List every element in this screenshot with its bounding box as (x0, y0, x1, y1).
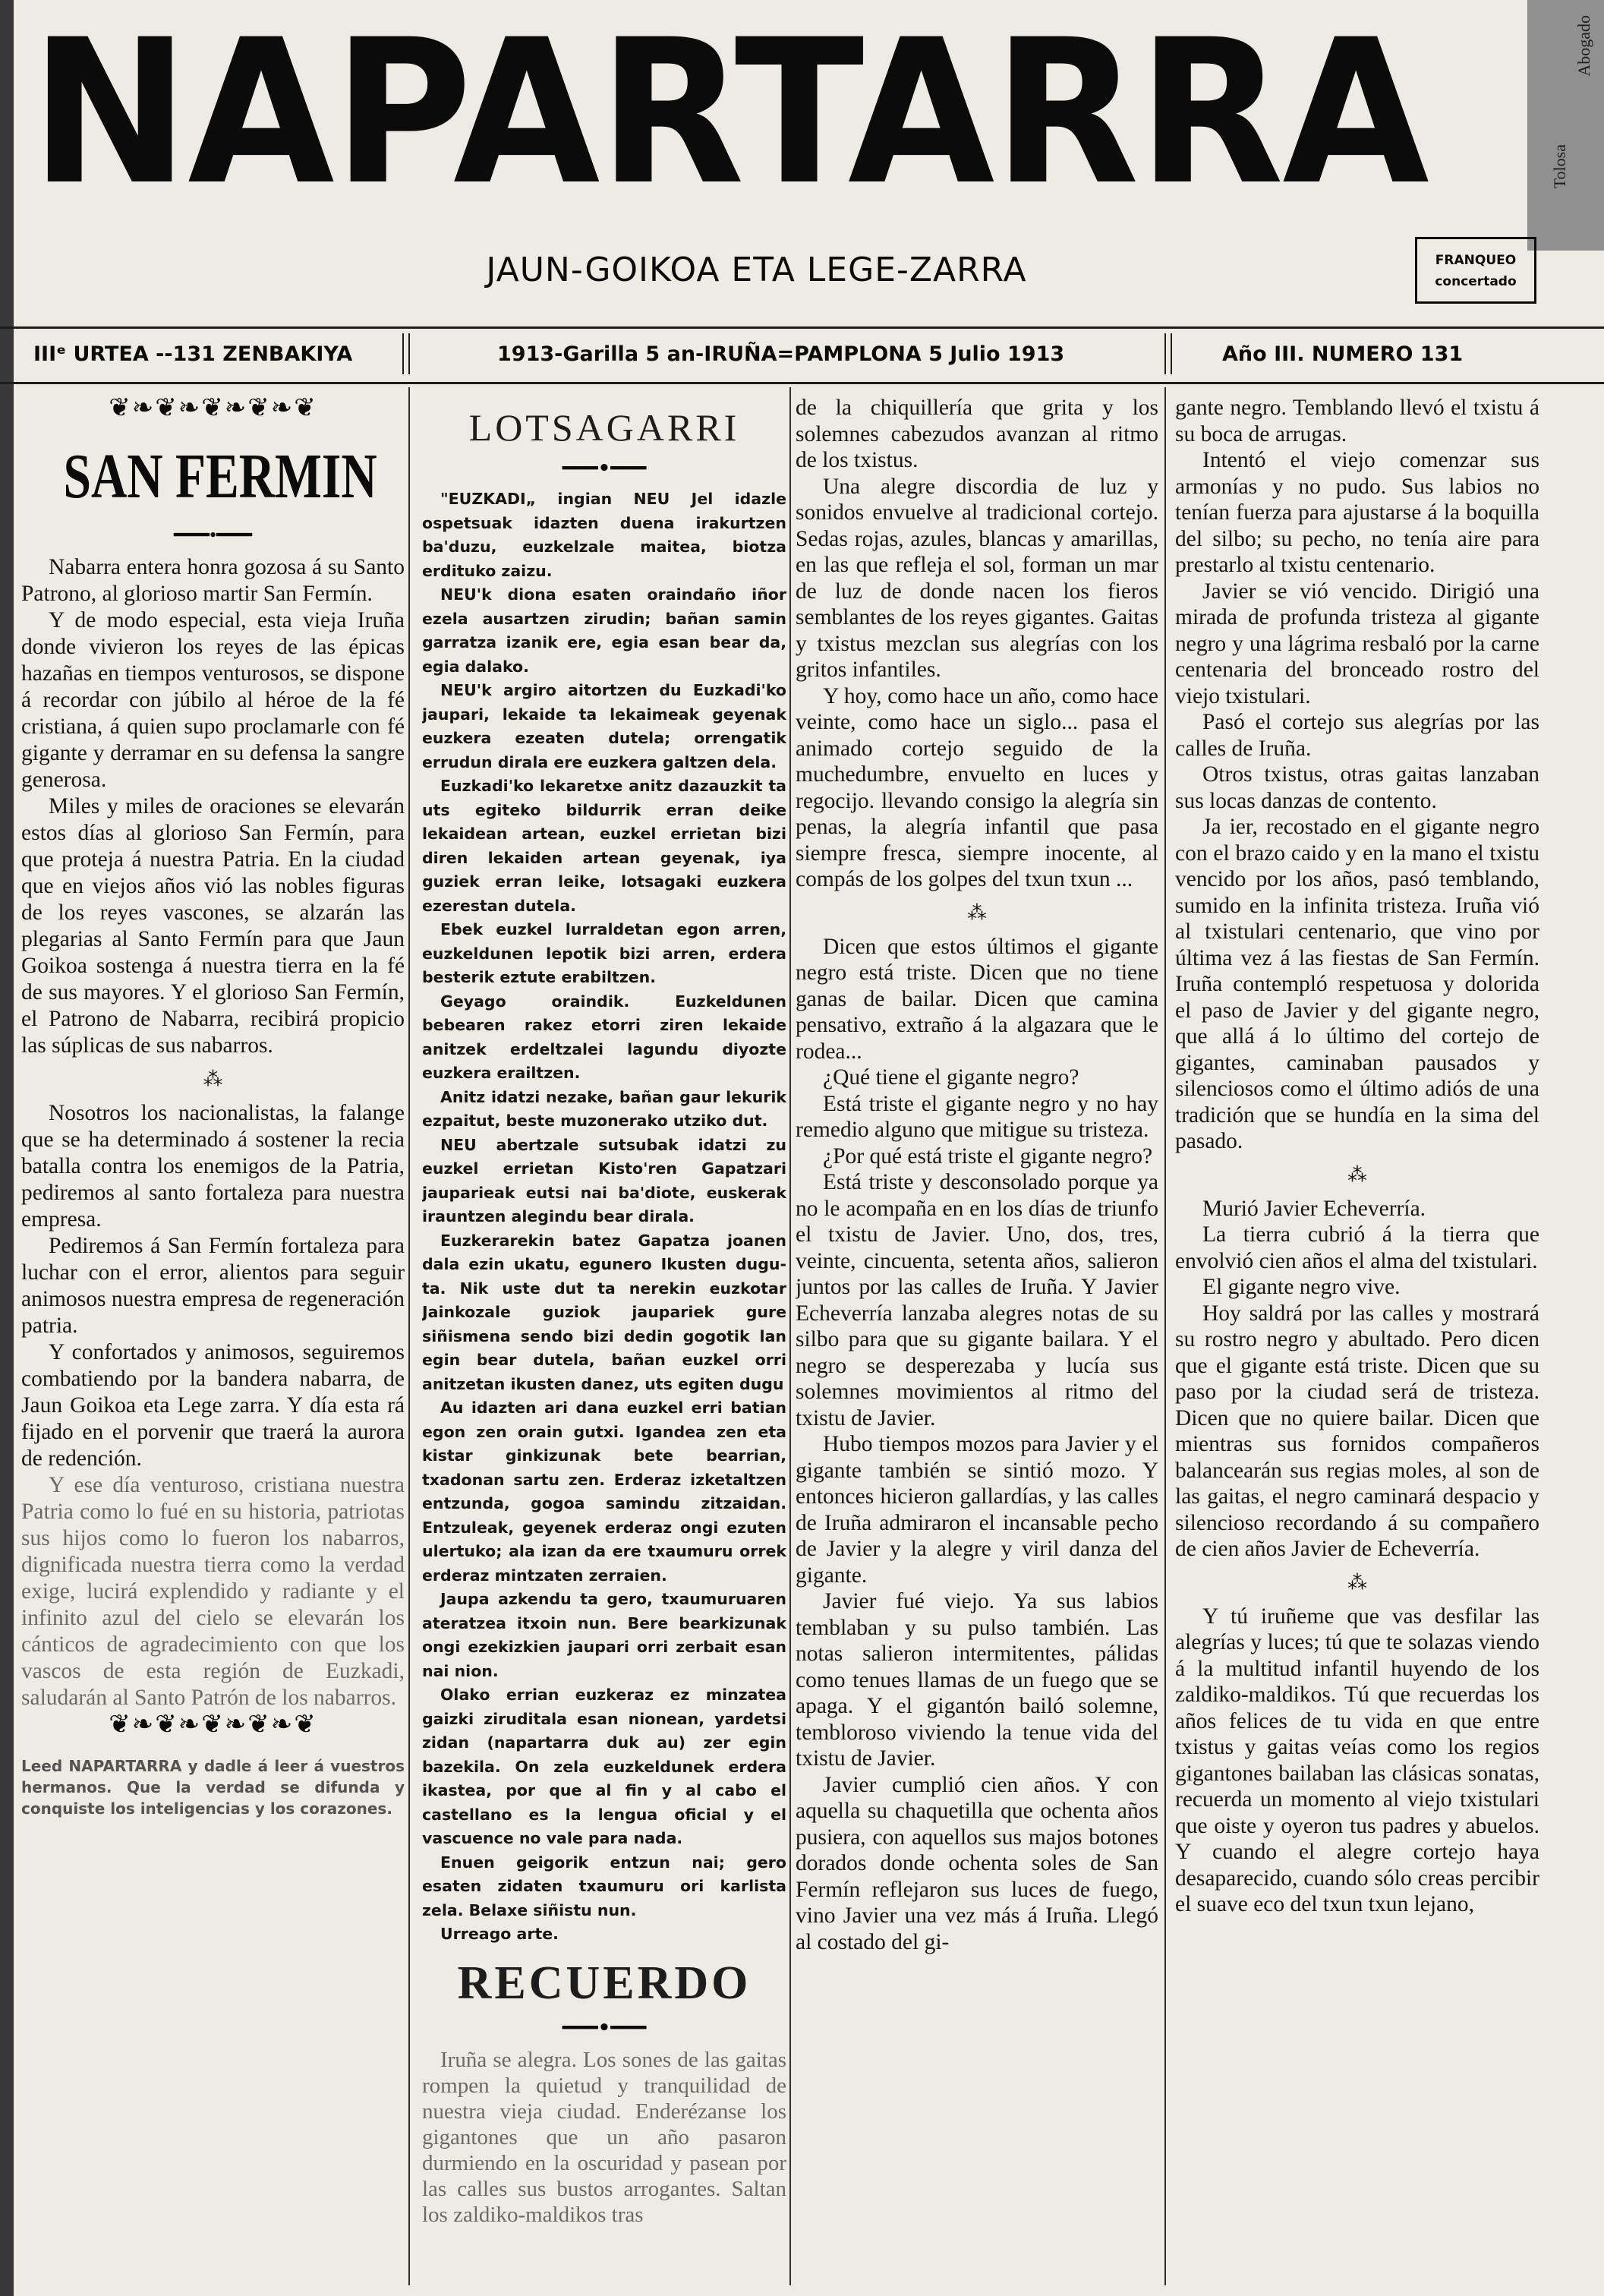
dateline-separator (402, 333, 410, 374)
ornament-band: ❦❧❦❧❦❧❦❧❦ (109, 1711, 317, 1739)
column-rule (789, 387, 791, 2285)
paragraph: NEU'k argiro aitortzen du Euzkadi'ko jaupari, lekaide ta lekaimeak geyenak euzkera ezeaten dutela; orrengatik errudun dirala ere euzkera galtzen dela. (422, 681, 786, 771)
paragraph: Iruña se alegra. Los sones de las gaitas rompen la quietud y tranquilidad de nuestra vieja ciudad. Enderézanse los gigantones que un año pasaron durmiendo en la oscuridad y pasean por las calles sus bustos arrogantes. Saltan los zaldiko-maldikos tras (422, 2047, 786, 2227)
paragraph: Javier cumplió cien años. Y con aquella su chaquetilla que ochenta años pusiera, con aquellos sus majos botones dorados donde ochenta soles de San Fermín reflejaron sus luces de fuego, vino Javier una vez más á Iruña. Llegó al costado del gi- (796, 1772, 1158, 1954)
paragraph: Au idazten ari dana euzkel erri batian egon zen orain gutxi. Igandea zen eta kistar ginkizunak bete bearrian, txadonan sartu zen. Erderaz izketaltzen entzunda, gogoa samindu zitzaidan. Entzuleak, geyenek erderaz ongi ezuten ulertuko; ala izan da ere txaumuru orrek erderaz mintzaten zerraien. (422, 1399, 786, 1585)
paragraph: El gigante negro vive. (1202, 1275, 1401, 1299)
paragraph: Nosotros los nacionalistas, la falange que se ha determinado á sostener la recia batalla contra los enemigos de la Patria, pediremos al santo fortaleza para nuestra empresa. (21, 1101, 405, 1232)
column-rule (1164, 387, 1166, 2285)
paragraph: Pediremos á San Fermín fortaleza para luchar con el error, alientos para seguir animosos nuestra empresa de regeneración patria. (21, 1234, 405, 1338)
paragraph: Euzkerarekin batez Gapatza joanen dala ezin ukatu, egunero Ikusten dugu-ta. Nik uste dut ta nerekin euzkotar Jainkozale guziok jaupariek gure siñismena sendo bizi dedin gogotik lan egin bear dutela, bañan euzkel orri anitzetan ikusten danez, uts egiten dugu (422, 1231, 786, 1393)
article-title-san-fermin: SAN FERMIN (63, 441, 377, 512)
column-2 (422, 395, 786, 2285)
dateline-issue: IIIᵉ URTEA --131 ZENBAKIYA (33, 342, 353, 366)
title-dash: ━━━•━━━ (562, 2016, 647, 2039)
article-title-recuerdo: RECUERDO (457, 1957, 752, 2009)
paragraph: Está triste el gigante negro y no hay remedio alguno que mitigue su tristeza. (796, 1091, 1158, 1142)
paragraph: Miles y miles de oraciones se elevarán estos días al glorioso San Fermín, para que proteja á nuestra Patria. En la ciudad que en viejos años vió las nobles figuras de los reyes vascones, se alzarán las plegarias al Santo Fermín para que Jaun Goikoa sostenga á nuestra tierra en la fé de sus mayores. Y el glorioso San Fermín, el Patrono de Nabarra, recibirá propicio las súplicas de sus nabarros. (21, 794, 405, 1058)
paragraph: Euzkadi'ko lekaretxe anitz dazauzkit ta uts egiteko bildurrik erran deike lekaidean artean, euzkel errietan bizi diren lekaiden artean geyenak, iya guziek erran leike, lotsagaki euzkera ezerestan dutela. (422, 777, 786, 915)
corner-text-1: Abogado (1574, 15, 1593, 77)
paragraph: Javier fué viejo. Ya sus labios temblaban y su pulso también. Las notas salieron intermitentes, pálidas como tenues llamas de un fuego que se apaga. Y el gigantón bailó solemne, tembloroso viviendo la tenue vida del txistu de Javier. (796, 1589, 1158, 1771)
dateline-bar (0, 326, 1604, 384)
column-rule (408, 387, 410, 2285)
paragraph: Javier se vió vencido. Dirigió una mirada de profunda tristeza al gigante negro y una lágrima resbaló por la carne centenaria del bronceado rostro del viejo txistulari. (1175, 579, 1539, 708)
paragraph: Está triste y desconsolado porque ya no le acompaña en en los días de triunfo el txistu de Javier. Uno, dos, tres, veinte, cincuenta, setenta años, salieron juntos por las calles de Iruña. Y Javier Echeverría lanzaba alegres notas de su silbo para que su gigante bailara. Y el negro se desperezaba y lucía sus solemnes movimientos al ritmo del txistu de Javier. (796, 1170, 1158, 1430)
paragraph: Jaupa azkendu ta gero, txaumuruaren ateratzea itxoin nun. Bere bearkizunak ongi ezekizkien jaupari orri zerbait esan nai nion. (422, 1590, 786, 1680)
section-stars: ⁂ (1347, 1163, 1367, 1186)
paragraph: NEU abertzale sutsubak idatzi zu euzkel errietan Kisto'ren Gapatzari jauparieak eutsi nai ba'diote, euskerak irauntzen alegindu bear dirala. (422, 1135, 786, 1225)
paragraph: Y confortados y animosos, seguiremos combatiendo por la bandera nabarra, de Jaun Goikoa eta Lege zarra. Y día esta rá fijado en el porvenir que traerá la aurora de redención. (21, 1340, 405, 1471)
paragraph: ¿Qué tiene el gigante negro? (823, 1065, 1079, 1090)
paragraph: La tierra cubrió á la tierra que envolvió cien años el alma del txistulari. (1175, 1222, 1539, 1273)
ornament-band: ❦❧❦❧❦❧❦❧❦ (109, 395, 317, 422)
paragraph: Ja ier, recostado en el gigante negro con el brazo caido y en la mano el txistu vencido por los años, pasó temblando, sumido en la infinita tristeza. Iruña vió al txistulari centenario, que vino por última vez á las fiestas de San Fermín. Iruña contempló respetuosa y dolorida el paso de Javier y del gigante negro, que allá á lo último del cortejo de gigantes, caminaban pausados y silenciosos como el último adiós de una tradición que se hundía en la sima del pasado. (1175, 815, 1539, 1153)
masthead-title: NAPARTARRA (30, 0, 1428, 229)
masthead-subtitle (0, 251, 1604, 289)
dateline-separator (1164, 333, 1172, 374)
paragraph: "EUZKADI„ ingian NEU Jel idazle ospetsuak idazten duena irakurtzen ba'duzu, euzkelzale maitea, biotza erdituko zaizu. (422, 490, 786, 580)
paragraph: Enuen geigorik entzun nai; gero esaten zidaten txaumuru ori karlista zela. Belaxe siñistu nun. (422, 1853, 786, 1919)
paragraph: Olako errian euzkeraz ez minzatea gaizki ziruditala esan nionean, yardetsi zidan (napartarra duk au) zer egin bazekila. On zela euzkeldunek erdera ikastea, por que al fin y al cabo el castellano es la lengua oficial y el vascuence no vale para nada. (422, 1686, 786, 1847)
paragraph: Pasó el cortejo sus alegrías por las calles de Iruña. (1175, 710, 1539, 761)
section-stars: ⁂ (967, 901, 987, 924)
column-1 (21, 395, 405, 2285)
paragraph: Nabarra entera honra gozosa á su Santo Patrono, al glorioso martir San Fermín. (21, 555, 405, 606)
paragraph: Dicen que estos últimos el gigante negro está triste. Dicen que no tiene ganas de bailar. Dicen que camina pensativo, extraño á la algazara que le rodea... (796, 934, 1158, 1064)
dateline-date: 1913-Garilla 5 an-IRUÑA=PAMPLONA 5 Julio 1913 (497, 342, 1065, 366)
paragraph: Anitz idatzi nezake, bañan gaur lekurik ezpaitut, beste muzonerako utziko dut. (422, 1087, 786, 1130)
section-stars: ⁂ (1347, 1571, 1367, 1594)
franqueo-box (1415, 237, 1536, 304)
paragraph: Otros txistus, otras gaitas lanzaban sus locas danzas de contento. (1175, 762, 1539, 813)
paragraph: NEU'k diona esaten oraindaño iñor ezela ausartzen zirudin; bañan samin garratza izanik ere, egia esan bear da, egia dalako. (422, 585, 786, 676)
franqueo-line-1: FRANQUEO (1435, 253, 1517, 268)
subtitle-text: JAUN-GOIKOA ETA LEGE-ZARRA (486, 251, 1027, 289)
paragraph: Murió Javier Echeverría. (1202, 1196, 1426, 1221)
title-dash: ━━━•━━━ (562, 457, 647, 480)
paragraph: Y tú iruñeme que vas desfilar las alegrías y luces; tú que te solazas viendo á la multitud infantil huyendo de los zaldiko-maldikos. Tú que recuerdas los años felices de tu vida en que entre txistus y gaitas veías como los regios gigantones bailaban las clásicas sonatas, recuerda un momento al viejo txistulari que oiste y oyeron tus padres y abuelos. Y cuando el alegre cortejo haya desaparecido, cuando sólo creas percibir el suave eco del txun txun lejano, (1175, 1604, 1539, 1916)
column-4 (1175, 395, 1539, 2285)
franqueo-line-2: concertado (1435, 274, 1517, 289)
corner-text-2: Tolosa (1550, 144, 1569, 189)
paragraph: gante negro. Temblando llevó el txistu á su boca de arrugas. (1175, 396, 1539, 446)
paragraph: Geyago oraindik. Euzkeldunen bebearen rakez etorri ziren lekaide anitzek erdeltzalei lagundu diyozte euzkera erailtzen. (422, 992, 786, 1082)
paragraph: ¿Por qué está triste el gigante negro? (823, 1143, 1153, 1168)
column-3 (796, 395, 1158, 2285)
footer-note: Leed NAPARTARRA y dadle á leer á vuestros hermanos. Que la verdad se difunda y conquiste los inteligencias y los corazones. (21, 1757, 405, 1818)
dateline-number: Año III. NUMERO 131 (1222, 342, 1464, 366)
paragraph: Y ese día venturoso, cristiana nuestra Patria como lo fué en su historia, patriotas sus hijos como lo fueron los nabarros, dignificada nuestra tierra como la verdad exige, lucirá explendido y radiante y el infinito azul del cielo se elevarán los cánticos de agradecimiento con que los vascos de esta región de Euzkadi, saludarán al Santo Patrón de los nabarros. (21, 1473, 405, 1710)
title-dash: ━━━•━━━ (173, 524, 253, 546)
paragraph: Hoy saldrá por las calles y mostrará su rostro negro y abultado. Pero dicen que el gigante está triste. Dicen que su paso por la ciudad será de tristeza. Dicen que no quiere bailar. Dicen que mientras sus fornidos compañeros balancearán sus regias moles, al son de las gaitas, el negro caminará despacio y silencioso recordando á su compañero de cien años Javier de Echeverría. (1175, 1301, 1539, 1561)
paragraph: Y de modo especial, esta vieja Iruña donde vivieron los reyes de las épicas hazañas en tiempos venturosos, se dispone á recordar con júbilo al héroe de la fé cristiana, á quien supo proclamarle con fé gigante y derramar en su defensa la sangre generosa. (21, 608, 405, 792)
paragraph: de la chiquillería que grita y los solemnes cabezudos avanzan al ritmo de los txistus. (796, 396, 1158, 472)
paragraph: Y hoy, como hace un año, como hace veinte, como hace un siglo... pasa el animado cortejo seguido de la muchedumbre, envuelto en luces y regocijo. llevando consigo la alegría sin penas, la alegría infantil que pasa siempre fresca, siempre inocente, al compás de los golpes del txun txun ... (796, 683, 1158, 891)
paragraph: Urreago arte. (440, 1925, 559, 1943)
section-stars: ⁂ (203, 1068, 223, 1090)
paragraph: Intentó el viejo comenzar sus armonías y no pudo. Sus labios no tenían fuerza para ajustarse á la boquilla del silbo; su pecho, no tenía aire para prestarlo al txistu centenario. (1175, 448, 1539, 577)
paragraph: Una alegre discordia de luz y sonidos envuelve al tradicional cortejo. Sedas rojas, azules, blancas y amarillas, en las que refleja el sol, forman un mar de luz de donde nacen los fieros semblantes de los reyes gigantes. Gaitas y txistus mezclan sus alegrías con los gritos infantiles. (796, 474, 1158, 682)
paragraph: Hubo tiempos mozos para Javier y el gigante también se sintió mozo. Y entonces hicieron gallardías, y las calles de Iruña admiraron el incansable pecho de Javier y la alegre y viril danza del gigante. (796, 1432, 1158, 1588)
corner-clipping (1527, 0, 1604, 251)
article-title-lotsagarri: LOTSAGARRI (468, 406, 740, 449)
paragraph: Ebek euzkel lurraldetan egon arren, euzkeldunen lepotik bizi arren, erdera besterik eztute erabiltzen. (422, 920, 786, 986)
